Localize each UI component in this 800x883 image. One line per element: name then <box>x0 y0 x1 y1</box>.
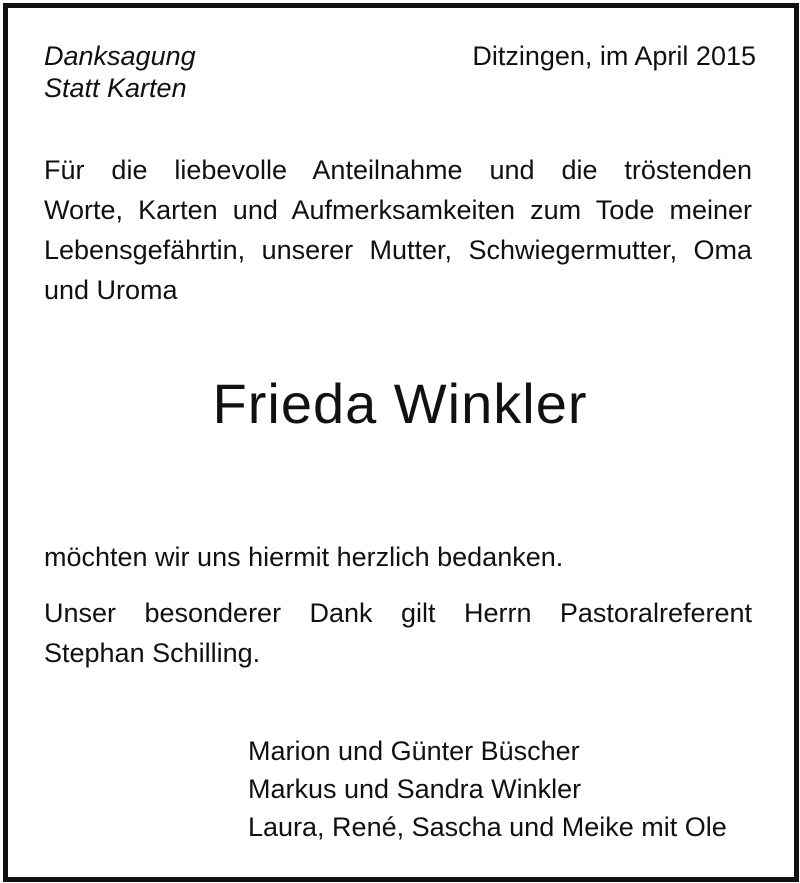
heading-danksagung: Danksagung <box>44 41 196 71</box>
intro-line: Lebensgefährtin, unserer Mutter, Schwiegermutter, Oma <box>44 235 752 265</box>
intro-line: Worte, Karten und Aufmerksamkeiten zum Tode meiner <box>44 195 752 225</box>
special-thanks-line: Stephan Schilling. <box>44 638 261 668</box>
family-signatures <box>248 732 727 846</box>
heading-statt-karten: Statt Karten <box>44 73 187 103</box>
special-thanks-paragraph <box>44 593 752 673</box>
signature-line: Markus und Sandra Winkler <box>248 774 582 804</box>
signature-line: Marion und Günter Büscher <box>248 736 580 766</box>
intro-line: und Uroma <box>44 275 178 305</box>
intro-line: Für die liebevolle Anteilnahme und die tröstenden <box>44 155 752 185</box>
intro-paragraph <box>44 150 752 310</box>
special-thanks-line: Unser besonderer Dank gilt Herrn Pastoralreferent <box>44 598 752 628</box>
thanks-sentence: möchten wir uns hiermit herzlich bedanken. <box>44 542 564 572</box>
announcement-heading <box>44 40 196 104</box>
signature-line: Laura, René, Sascha und Meike mit Ole <box>248 812 727 842</box>
place-date: Ditzingen, im April 2015 <box>472 41 756 71</box>
deceased-name: Frieda Winkler <box>212 372 588 435</box>
